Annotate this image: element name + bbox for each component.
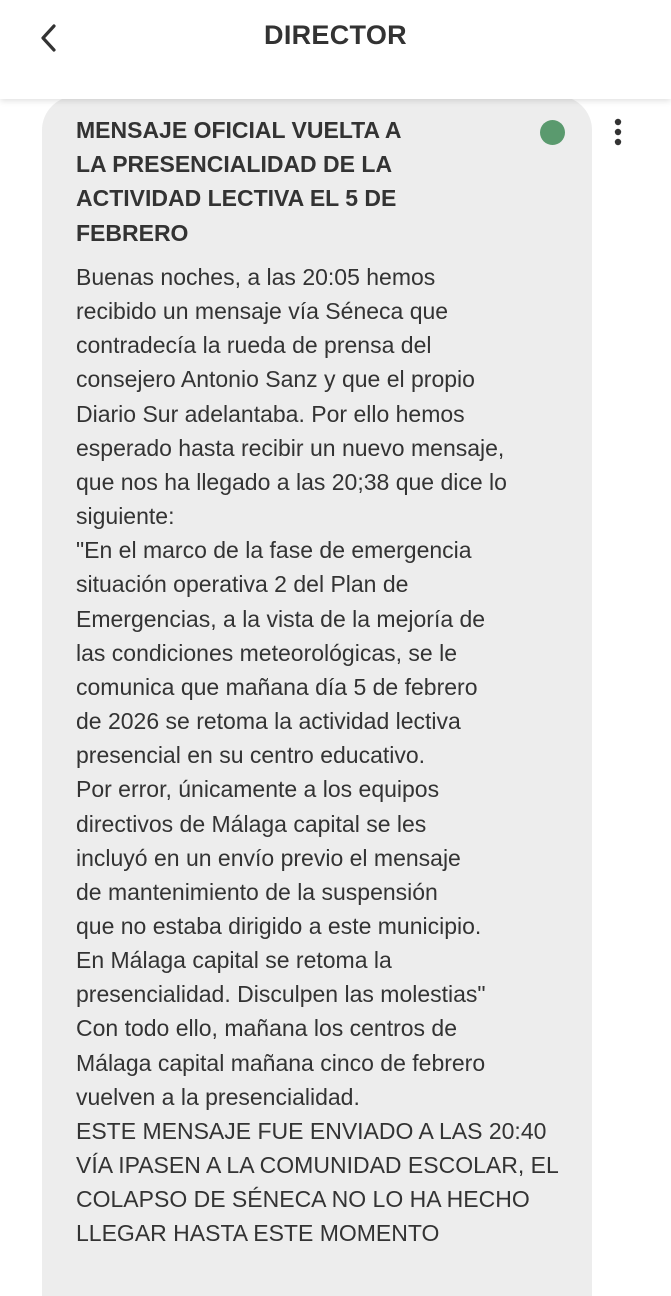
message-body-line: las condiciones meteorológicas, se le [76, 639, 457, 666]
message-body-line: recibido un mensaje vía Séneca que [76, 298, 449, 325]
message-body-line: presencialidad. Disculpen las molestias" [76, 981, 486, 1008]
message-body-line: LLEGAR HASTA ESTE MOMENTO [76, 1220, 440, 1247]
page-title: DIRECTOR [264, 20, 407, 50]
message-body-line: contradecía la rueda de prensa del [76, 332, 432, 359]
message-body-line: presencial en su centro educativo. [76, 742, 426, 769]
message-body-line: Emergencias, a la vista de la mejoría de [76, 605, 486, 632]
message-title-line: LA PRESENCIALIDAD DE LA [76, 151, 393, 178]
message-body-line: COLAPSO DE SÉNECA NO LO HA HECHO [76, 1186, 530, 1213]
message-body-line: que no estaba dirigido a este municipio. [76, 912, 482, 939]
message-body-line: directivos de Málaga capital se les [76, 810, 427, 837]
message-title-line: ACTIVIDAD LECTIVA EL 5 DE [76, 185, 397, 212]
message-body-line: Con todo ello, mañana los centros de [76, 1015, 458, 1042]
message-body-line: comunica que mañana día 5 de febrero [76, 673, 478, 700]
message-body-line: Málaga capital mañana cinco de febrero [76, 1049, 486, 1076]
message-body-line: de 2026 se retoma la actividad lectiva [76, 708, 461, 735]
message-body-line: Por error, únicamente a los equipos [76, 776, 440, 803]
top-app-bar [0, 0, 671, 99]
message-body-line: que nos ha llegado a las 20;38 que dice lo [76, 468, 507, 495]
status-dot-icon [540, 120, 565, 145]
message-title-line: MENSAJE OFICIAL VUELTA A [76, 117, 402, 143]
message-body-line: vuelven a la presencialidad. [76, 1083, 360, 1110]
message-body-line: situación operativa 2 del Plan de [76, 571, 409, 598]
message-body-line: Diario Sur adelantaba. Por ello hemos [76, 400, 465, 427]
message-body-line: ESTE MENSAJE FUE ENVIADO A LAS 20:40 [76, 1117, 547, 1144]
message-body-line: esperado hasta recibir un nuevo mensaje, [76, 434, 505, 461]
message-body-line: "En el marco de la fase de emergencia [76, 537, 472, 564]
message-body-line: incluyó en un envío previo el mensaje [76, 844, 461, 871]
message-body-line: de mantenimiento de la suspensión [76, 878, 438, 905]
message-body-line: Buenas noches, a las 20:05 hemos [76, 264, 436, 290]
message-title-line: FEBRERO [76, 219, 189, 246]
message-body-line: En Málaga capital se retoma la [76, 947, 392, 974]
message-body-line: siguiente: [76, 503, 175, 530]
more-vert-icon [604, 116, 632, 150]
message-title [76, 113, 401, 250]
message-body-line: consejero Antonio Sanz y que el propio [76, 366, 475, 393]
more-options-button[interactable] [604, 116, 632, 150]
message-body [76, 260, 559, 1251]
message-body-line: VÍA IPASEN A LA COMUNIDAD ESCOLAR, EL [76, 1152, 559, 1179]
